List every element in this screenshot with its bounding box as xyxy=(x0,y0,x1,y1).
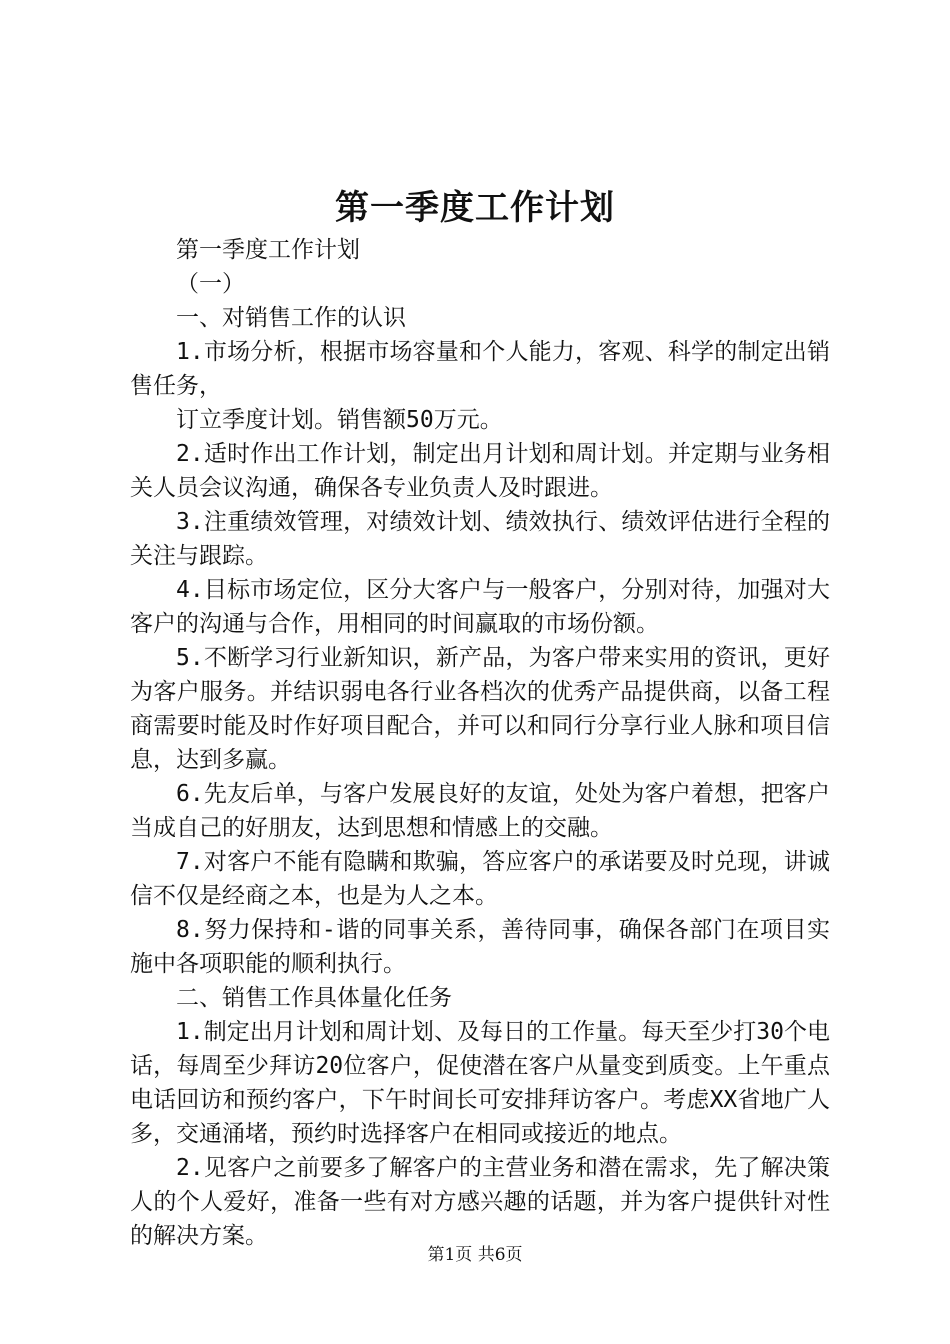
section-heading: 二、销售工作具体量化任务 xyxy=(176,985,452,1011)
paragraph: 7.对客户不能有隐瞒和欺骗，答应客户的承诺要及时兑现，讲诚信不仅是经商之本，也是为人之本。 xyxy=(130,849,830,909)
page-footer: 第1页 共6页 xyxy=(427,1245,523,1265)
paragraph: 订立季度计划。销售额50万元。 xyxy=(176,407,503,433)
paragraph: 2.见客户之前要多了解客户的主营业务和潜在需求，先了解决策人的个人爱好，准备一些有对方感兴趣的话题，并为客户提供针对性的解决方案。 xyxy=(130,1155,830,1249)
paragraph: 5.不断学习行业新知识，新产品，为客户带来实用的资讯，更好为客户服务。并结识弱电各行业各档次的优秀产品提供商，以备工程商需要时能及时作好项目配合，并可以和同行分享行业人脉和项目信息，达到多赢。 xyxy=(130,645,830,773)
paragraph: 1.制定出月计划和周计划、及每日的工作量。每天至少打30个电话，每周至少拜访20位客户，促使潜在客户从量变到质变。上午重点电话回访和预约客户，下午时间长可安排拜访客户。考虑XX省地广人多，交通涌堵，预约时选择客户在相同或接近的地点。 xyxy=(130,1019,830,1147)
document-title: 第一季度工作计划 xyxy=(335,188,615,228)
paragraph: 8.努力保持和-谐的同事关系，善待同事，确保各部门在项目实施中各项职能的顺利执行。 xyxy=(130,917,830,977)
paragraph: 6.先友后单，与客户发展良好的友谊，处处为客户着想，把客户当成自己的好朋友，达到思想和情感上的交融。 xyxy=(130,781,830,841)
paragraph: 1.市场分析，根据市场容量和个人能力，客观、科学的制定出销售任务， xyxy=(130,339,830,399)
paragraph: 3.注重绩效管理，对绩效计划、绩效执行、绩效评估进行全程的关注与跟踪。 xyxy=(130,509,830,569)
section-heading: 一、对销售工作的认识 xyxy=(176,305,406,331)
paragraph: 第一季度工作计划 xyxy=(176,237,360,263)
paragraph: 2.适时作出工作计划，制定出月计划和周计划。并定期与业务相关人员会议沟通，确保各专业负责人及时跟进。 xyxy=(130,441,830,501)
document-body xyxy=(130,233,830,1253)
paragraph: （一） xyxy=(176,271,245,297)
paragraph: 4.目标市场定位，区分大客户与一般客户，分别对待，加强对大客户的沟通与合作，用相同的时间赢取的市场份额。 xyxy=(130,577,830,637)
